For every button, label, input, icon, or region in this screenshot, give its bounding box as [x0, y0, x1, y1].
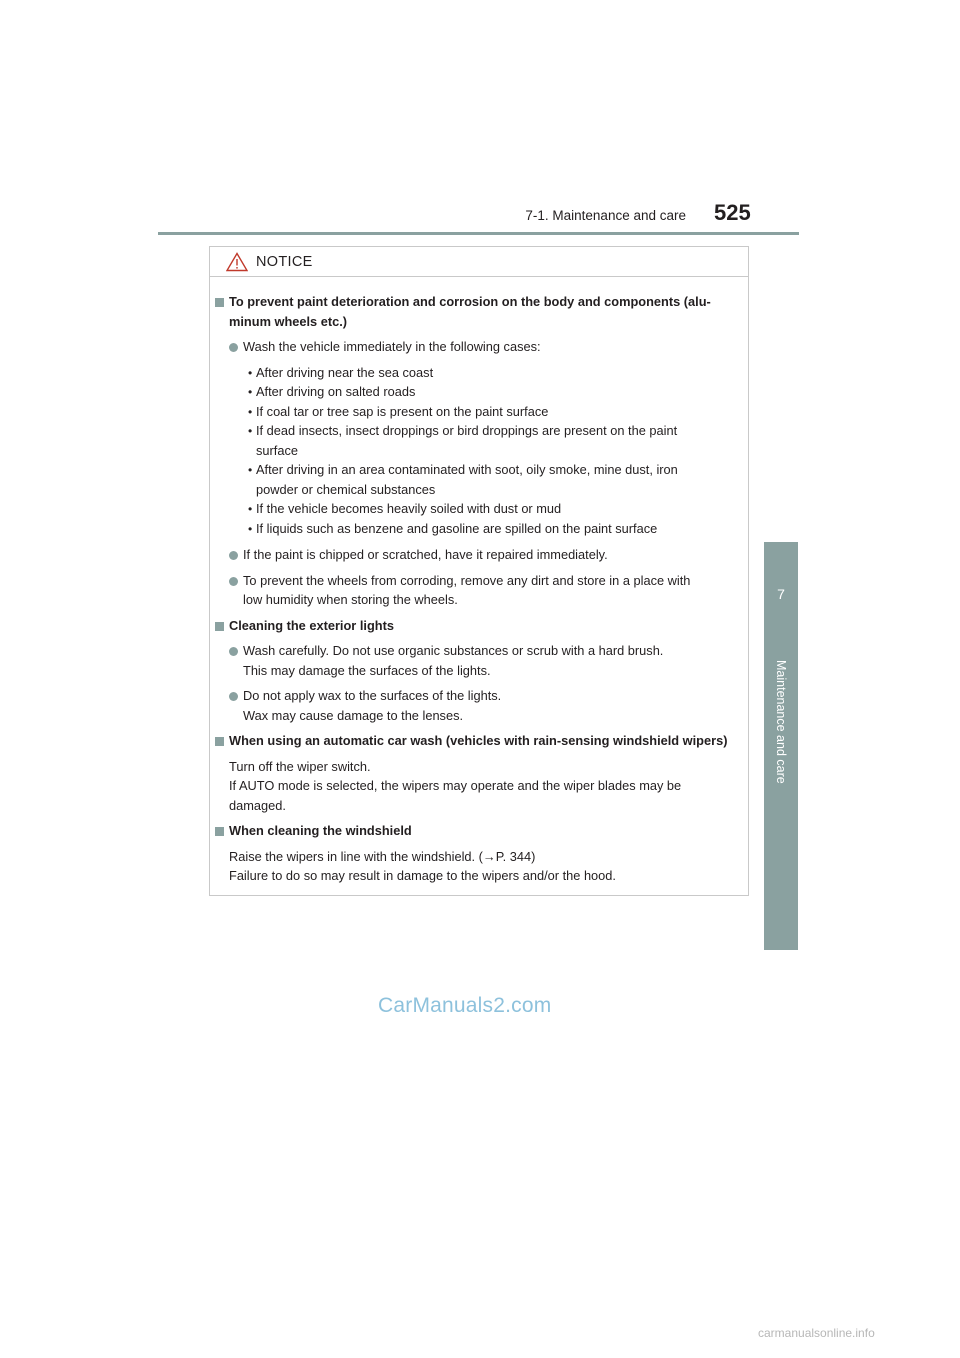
- section-body-text: Raise the wipers in line with the windshield. (→P. 344): [229, 848, 536, 864]
- sub-list-item: powder or chemical substances: [256, 481, 436, 497]
- sub-list-item: If the vehicle becomes heavily soiled with dust or mud: [256, 501, 562, 516]
- section-heading: When using an automatic car wash (vehicles with rain-sensing windshield wipers): [229, 733, 728, 748]
- chapter-title: Maintenance and care: [774, 660, 788, 784]
- sub-bullet-icon: •: [248, 404, 253, 419]
- sub-list-item: If liquids such as benzene and gasoline are spilled on the paint surface: [256, 520, 658, 536]
- section-square-icon: [215, 622, 224, 631]
- sub-bullet-icon: •: [248, 502, 253, 516]
- chapter-number: 7: [777, 586, 785, 602]
- header-rule: [158, 232, 799, 235]
- section-body-text: If AUTO mode is selected, the wipers may operate and the wiper blades may be: [229, 778, 682, 793]
- watermark-footer: carmanualsonline.info: [758, 1326, 875, 1340]
- notice-box: [209, 246, 749, 896]
- section-body-text: damaged.: [229, 797, 286, 813]
- sub-list-item: If dead insects, insect droppings or bird droppings are present on the paint: [256, 423, 678, 438]
- sub-list-item: After driving near the sea coast: [256, 364, 434, 380]
- sub-list-item: If coal tar or tree sap is present on the paint surface: [256, 403, 549, 419]
- section-heading: When cleaning the windshield: [229, 823, 412, 838]
- watermark-logo[interactable]: CarManuals2.com: [378, 994, 552, 1017]
- list-item: Do not apply wax to the surfaces of the lights.: [243, 688, 502, 703]
- section-body-text: Turn off the wiper switch.: [229, 758, 371, 774]
- section-heading: Cleaning the exterior lights: [229, 617, 394, 633]
- bullet-dot-icon: [229, 647, 238, 656]
- section-square-icon: [215, 737, 224, 746]
- section-title: 7-1. Maintenance and care: [525, 208, 686, 223]
- list-item: Wash carefully. Do not use organic substances or scrub with a hard brush.: [243, 643, 664, 658]
- sub-bullet-icon: •: [248, 385, 253, 399]
- notice-header: [210, 247, 748, 277]
- page-number: 525: [714, 200, 751, 225]
- notice-label: NOTICE: [256, 254, 313, 270]
- bullet-dot-icon: [229, 692, 238, 701]
- sub-bullet-icon: •: [248, 463, 253, 477]
- list-item: To prevent the wheels from corroding, remove any dirt and store in a place with: [243, 572, 691, 588]
- sub-list-item: After driving in an area contaminated with soot, oily smoke, mine dust, iron: [256, 462, 678, 477]
- chapter-tab[interactable]: [764, 542, 798, 950]
- sub-bullet-icon: •: [248, 521, 253, 536]
- sub-list-item: After driving on salted roads: [256, 384, 416, 399]
- page-header: [0, 0, 960, 240]
- section-square-icon: [215, 298, 224, 307]
- bullet-dot-icon: [229, 343, 238, 352]
- sub-bullet-icon: •: [248, 424, 253, 438]
- bullet-dot-icon: [229, 577, 238, 586]
- sub-list-item: surface: [256, 442, 298, 458]
- list-item: If the paint is chipped or scratched, have it repaired immediately.: [243, 547, 608, 562]
- list-item: low humidity when storing the wheels.: [243, 592, 458, 607]
- section-body-text: Failure to do so may result in damage to the wipers and/or the hood.: [229, 868, 616, 883]
- list-item: This may damage the surfaces of the lights.: [243, 662, 491, 678]
- section-heading: To prevent paint deterioration and corrosion on the body and components (alu-: [229, 294, 711, 309]
- bullet-dot-icon: [229, 551, 238, 560]
- section-heading: minum wheels etc.): [229, 313, 348, 329]
- warning-triangle-icon: [226, 252, 248, 272]
- list-item: Wax may cause damage to the lenses.: [243, 707, 464, 723]
- list-item: Wash the vehicle immediately in the following cases:: [243, 339, 541, 354]
- sub-bullet-icon: •: [248, 365, 253, 380]
- chapter-title-wrap: [764, 660, 798, 860]
- section-square-icon: [215, 827, 224, 836]
